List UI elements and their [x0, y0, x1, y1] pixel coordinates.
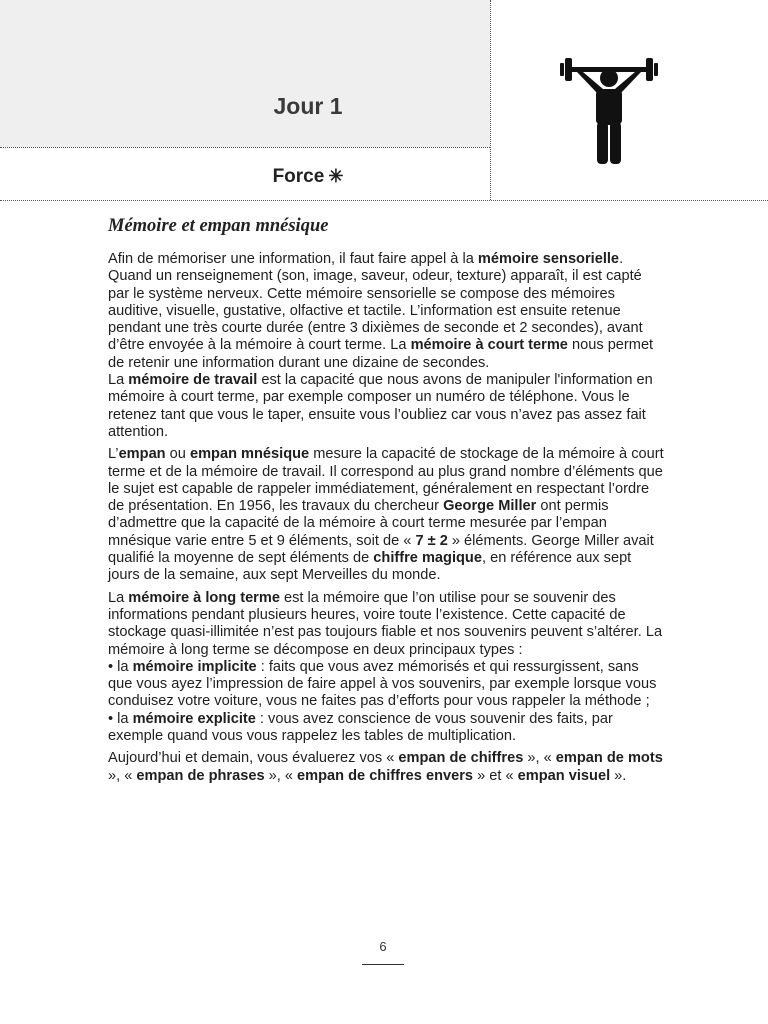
- header-dotted-divider: [0, 147, 490, 148]
- body-text: [108, 251, 664, 790]
- text-run: • la: [108, 658, 133, 675]
- bold-term: empan: [118, 446, 166, 463]
- page-number: 6: [379, 939, 387, 954]
- text-run: La: [108, 589, 129, 606]
- text-run: L’: [108, 446, 119, 463]
- text-run: : vous avez conscience de vous souvenir des faits, par exemple quand vous vous rappelez les tables de multiplication.: [108, 710, 613, 745]
- text-run: La: [108, 372, 129, 389]
- page-number-underline: [362, 964, 404, 965]
- text-run: », «: [523, 750, 556, 767]
- bold-term: empan mnésique: [189, 446, 310, 463]
- text-run: est la capacité que nous avons de manipuler l'information en mémoire à court terme, par exemple composer un numéro de téléphone. Vous le retenez tant que vous le taper, ensuite vous l’oubliez car vous n’avez pas assez fait attention.: [108, 372, 653, 440]
- text-run: est la mémoire que l’on utilise pour se souvenir des informations pendant plusieurs heures, voire toute l’existence. Cette capacité de stockage quasi-illimitée n’est pas toujours fiable et nos souvenirs peuvent s’altérer. La mémoire à long terme se décompose en deux principaux types :: [108, 589, 663, 658]
- text-run: Afin de mémoriser une information, il faut faire appel à la: [108, 251, 478, 267]
- text-run: : faits que vous avez mémorisés et qui ressurgissent, sans que vous ayez l’impression de faire appel à vos souvenirs, par exemple lorsque vous conduisez votre voiture, vous ne faites pas d’efforts pour vous rappeler la méthode ;: [108, 658, 657, 710]
- text-run: ont permis d’admettre que la capacité de la mémoire à court terme mesurée par l’empan mnésique varie entre 5 et 9 éléments, soit de «: [108, 498, 609, 549]
- bold-term: mémoire explicite: [132, 710, 256, 727]
- asterisk-icon: ✳: [328, 166, 344, 186]
- bold-term: chiffre magique: [373, 550, 482, 567]
- bold-term: empan de chiffres: [398, 750, 524, 767]
- paragraph: [108, 590, 664, 746]
- bold-term: mémoire sensorielle: [477, 251, 620, 267]
- text-run: • la: [108, 710, 133, 727]
- bold-term: empan de chiffres envers: [297, 767, 474, 784]
- bold-term: George Miller: [443, 498, 537, 515]
- text-run: », «: [108, 767, 137, 784]
- header-band: [0, 0, 490, 147]
- bold-term: mémoire à court terme: [410, 337, 568, 354]
- bold-term: mémoire implicite: [132, 658, 257, 675]
- text-run: mesure la capacité de stockage de la mémoire à court terme et de la mémoire de travail. Il correspond au plus grand nombre d’éléments que le sujet est capable de rappeler immédiatement, généralement en respectant l’ordre de présentation. En 1956, les travaux du chercheur: [108, 446, 664, 515]
- text-run: nous permet de retenir une information durant une dizaine de secondes.: [108, 337, 654, 371]
- section-dotted-divider: [0, 200, 768, 201]
- bold-term: empan de mots: [555, 750, 663, 767]
- weightlifter-icon: [558, 50, 660, 166]
- category-label: [0, 166, 616, 188]
- paragraph: [108, 251, 664, 441]
- bold-term: empan visuel: [517, 767, 611, 784]
- text-run: » et «: [473, 767, 518, 784]
- text-run: . Quand un renseignement (son, image, saveur, odeur, texture) apparaît, il est capté par le système nerveux. Cette mémoire sensorielle se compose des mémoires auditive, visuelle, gustative, olfactive et tactile. L’information est ensuite retenue pendant une très courte durée (entre 3 dixièmes de seconde et 2 secondes), avant d’être envoyée à la mémoire à court terme. La: [108, 251, 643, 354]
- bold-term: mémoire à long terme: [128, 589, 280, 606]
- text-run: Aujourd’hui et demain, vous évaluerez vos «: [108, 750, 399, 767]
- category-name: Force: [272, 166, 325, 187]
- day-title: Jour 1: [273, 93, 343, 119]
- bold-term: empan de phrases: [136, 767, 265, 784]
- paragraph: [108, 446, 664, 584]
- text-run: » éléments. George Miller avait qualifié la moyenne de sept éléments de: [108, 532, 654, 567]
- text-run: ou: [165, 446, 190, 463]
- bold-term: mémoire de travail: [128, 372, 258, 389]
- bold-term: 7 ± 2: [415, 532, 448, 549]
- section-title: Mémoire et empan mnésique: [108, 216, 329, 236]
- text-run: », «: [264, 767, 298, 784]
- text-run: ».: [610, 767, 627, 784]
- text-run: , en référence aux sept jours de la semaine, aux sept Merveilles du monde.: [108, 550, 632, 584]
- paragraph: [108, 750, 664, 785]
